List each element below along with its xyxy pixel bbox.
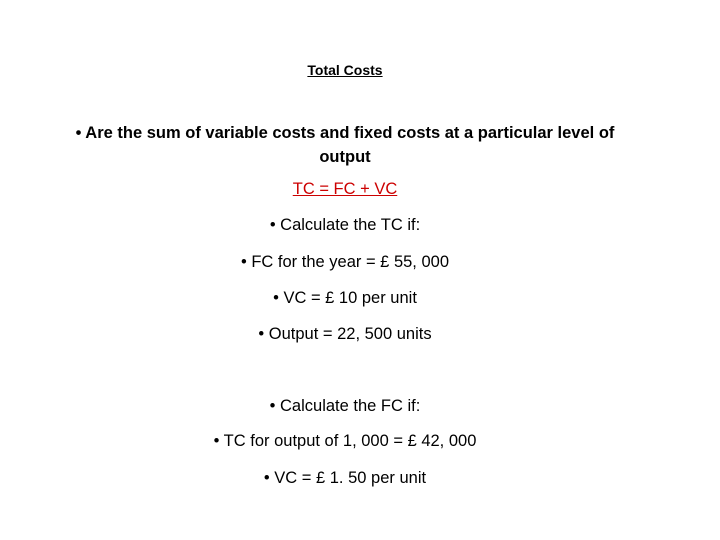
slide-title: Total Costs — [307, 62, 383, 78]
question-2-heading: • Calculate the FC if: — [269, 397, 421, 415]
formula-text: TC = FC + VC — [292, 180, 398, 198]
question-1-item: • FC for the year = £ 55, 000 — [240, 253, 449, 271]
question-1-item: • Output = 22, 500 units — [258, 325, 432, 343]
question-2-item: • TC for output of 1, 000 = £ 42, 000 — [213, 432, 477, 450]
question-1-heading: • Calculate the TC if: — [269, 216, 421, 234]
intro-text: • Are the sum of variable costs and fixed costs at a particular level of output — [75, 124, 615, 166]
question-2-item: • VC = £ 1. 50 per unit — [263, 469, 427, 487]
question-1-item: • VC = £ 10 per unit — [273, 289, 417, 307]
